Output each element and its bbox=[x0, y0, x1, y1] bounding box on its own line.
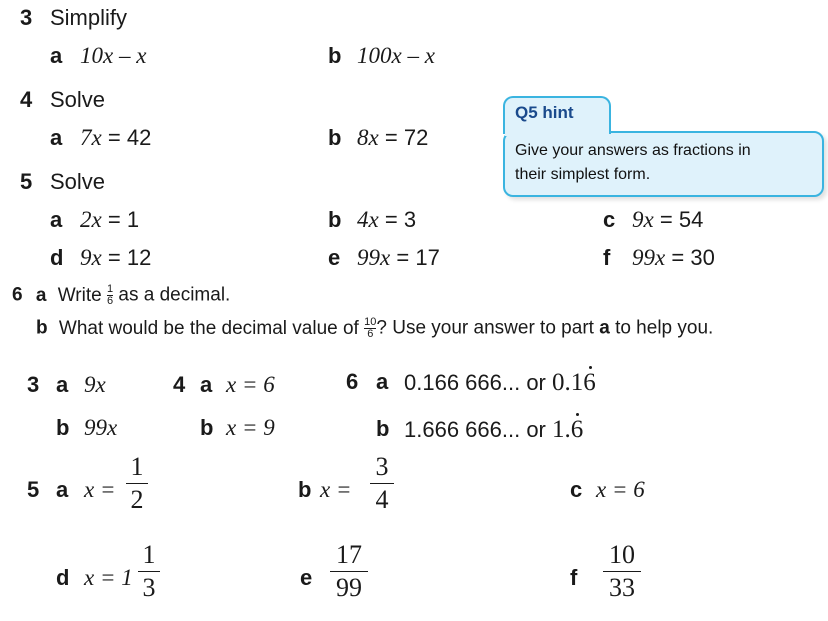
hint-box bbox=[503, 131, 824, 197]
ans3b-value: 99x bbox=[84, 415, 118, 440]
q3a-label: a bbox=[50, 43, 63, 68]
hint-line-2: their simplest form. bbox=[515, 166, 651, 183]
q6-line-a bbox=[12, 284, 230, 307]
q5c-label: c bbox=[603, 207, 616, 232]
ans6b-label: b bbox=[376, 416, 390, 441]
q6b-text-after: ? Use your answer to part bbox=[376, 317, 594, 339]
ans5b-var: x = bbox=[320, 477, 352, 502]
q6b-text-before: What would be the decimal value of bbox=[58, 317, 359, 339]
ans3a-label: a bbox=[56, 372, 69, 397]
q6b-fraction: $\frac{10}{6}$ bbox=[364, 316, 377, 340]
ans4a-label: a bbox=[200, 372, 213, 397]
q5e-label: e bbox=[328, 245, 341, 270]
q4-title: Solve bbox=[50, 87, 106, 112]
q5c-equation: 9x = 54 bbox=[632, 207, 704, 232]
q6b-text-end: to help you. bbox=[615, 317, 714, 339]
q3-number: 3 bbox=[20, 5, 33, 30]
ans5c-label: c bbox=[570, 477, 583, 502]
q4b-equation: 8x = 72 bbox=[357, 125, 429, 150]
q5-title: Solve bbox=[50, 169, 106, 194]
q5b-equation: 4x = 3 bbox=[357, 207, 417, 232]
ans3a-value: 9x bbox=[84, 372, 106, 397]
q5a-equation: 2x = 1 bbox=[80, 207, 140, 232]
q3b-expr: 100x – x bbox=[357, 43, 435, 68]
ans5f-label: f bbox=[570, 565, 578, 590]
ans6a-value: 0.166 666... or 0.16 bbox=[404, 369, 596, 396]
ans4b-label: b bbox=[200, 415, 214, 440]
ans5f-fraction: 10 33 bbox=[603, 541, 641, 602]
ans5d-label: d bbox=[56, 565, 70, 590]
q6b-label: b bbox=[36, 317, 48, 339]
ans4b-value: x = 9 bbox=[226, 415, 275, 440]
q5f-equation: 99x = 30 bbox=[632, 245, 715, 270]
ans4a-value: x = 6 bbox=[226, 372, 275, 397]
ans5e-label: e bbox=[300, 565, 313, 590]
ans5a-fraction: 1 2 bbox=[126, 453, 148, 514]
q5a-label: a bbox=[50, 207, 63, 232]
q3-title: Simplify bbox=[50, 5, 128, 30]
ans5b-label: b bbox=[298, 477, 312, 502]
ans5d-fraction: 1 3 bbox=[138, 541, 160, 602]
ans5e-fraction: 17 99 bbox=[330, 541, 368, 602]
q5b-label: b bbox=[328, 207, 342, 232]
ans5d-var: x = 1 bbox=[84, 565, 133, 590]
ans5-number: 5 bbox=[27, 477, 40, 502]
q5d-equation: 9x = 12 bbox=[80, 245, 152, 270]
hint-tab-cover bbox=[505, 128, 609, 136]
q6a-label: a bbox=[35, 284, 47, 306]
ans5c-value: x = 6 bbox=[596, 477, 645, 502]
q6a-fraction: $\frac{1}{6}$ bbox=[106, 283, 114, 307]
q6-line-b bbox=[36, 317, 713, 340]
q4b-label: b bbox=[328, 125, 342, 150]
ans5a-label: a bbox=[56, 477, 69, 502]
recurring-dot: 6 bbox=[583, 369, 596, 396]
ans3-number: 3 bbox=[27, 372, 40, 397]
q3b-label: b bbox=[328, 43, 342, 68]
ans6b-value: 1.666 666... or 1.6 bbox=[404, 416, 584, 443]
q6a-text-after: as a decimal. bbox=[118, 284, 231, 306]
q3a-expr: 10x – x bbox=[80, 43, 147, 68]
q6b-ref: a bbox=[599, 317, 610, 339]
ans6-number: 6 bbox=[346, 369, 359, 394]
q4a-label: a bbox=[50, 125, 63, 150]
q6a-text-before: Write bbox=[57, 284, 102, 306]
ans6a-label: a bbox=[376, 369, 389, 394]
q5e-equation: 99x = 17 bbox=[357, 245, 440, 270]
q4a-equation: 7x = 42 bbox=[80, 125, 152, 150]
ans3b-label: b bbox=[56, 415, 70, 440]
hint-title: Q5 hint bbox=[515, 103, 574, 122]
q6-number: 6 bbox=[12, 284, 23, 306]
q5d-label: d bbox=[50, 245, 64, 270]
hint-line-1: Give your answers as fractions in bbox=[515, 142, 751, 159]
q4-number: 4 bbox=[20, 87, 33, 112]
q5-number: 5 bbox=[20, 169, 33, 194]
recurring-dot: 6 bbox=[570, 416, 584, 443]
ans4-number: 4 bbox=[173, 372, 186, 397]
ans5b-fraction: 3 4 bbox=[370, 453, 394, 514]
ans5a-var: x = bbox=[84, 477, 116, 502]
q5f-label: f bbox=[603, 245, 611, 270]
